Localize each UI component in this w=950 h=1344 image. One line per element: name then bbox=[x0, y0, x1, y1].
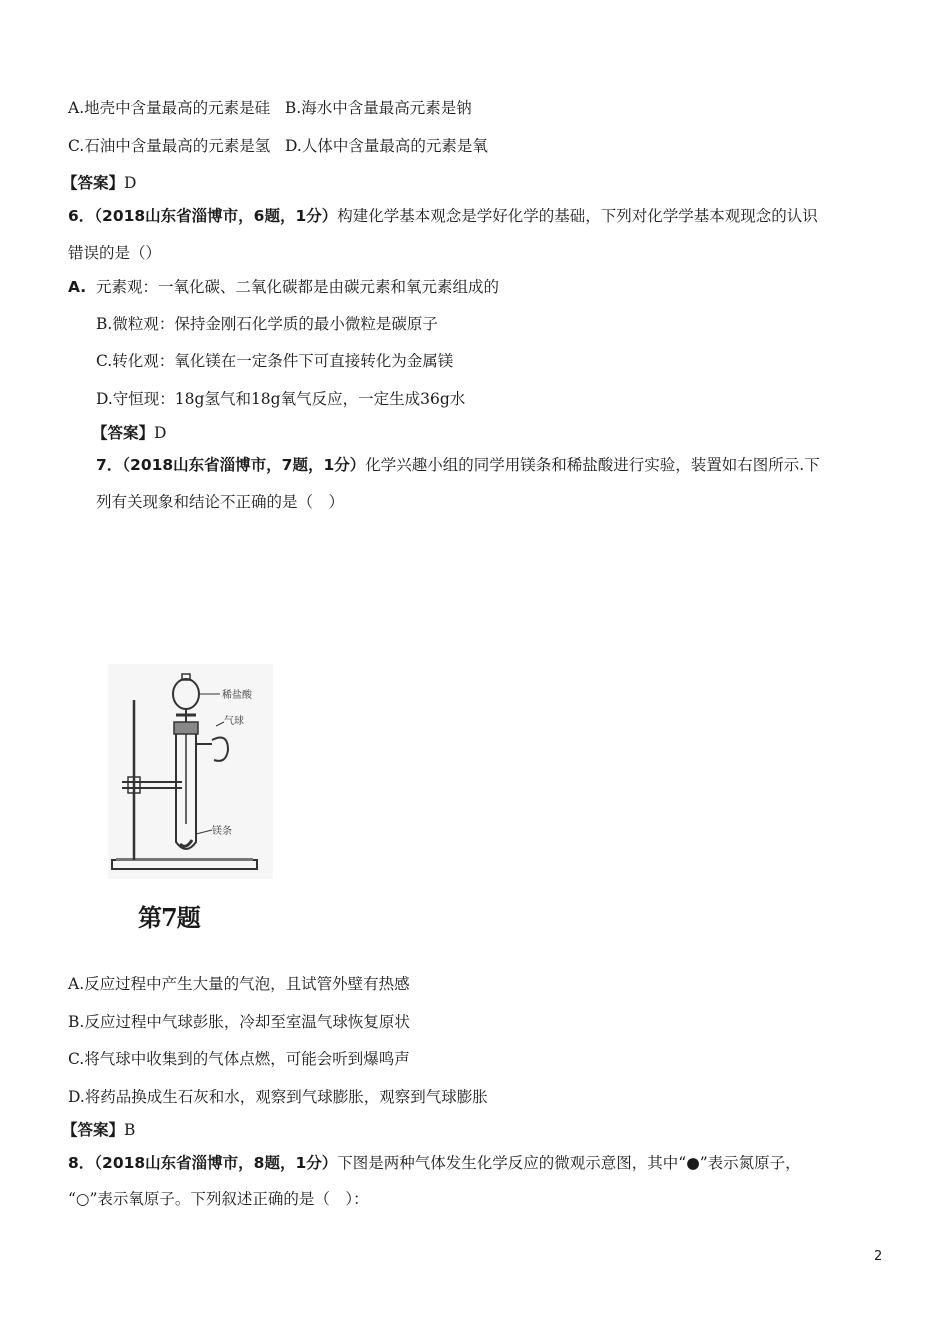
label-balloon: 气球 bbox=[224, 716, 244, 727]
q7-answer bbox=[62, 1120, 135, 1140]
label-acid: 稀盐酸 bbox=[222, 690, 252, 701]
q7-source: （2018山东省淄博市，7题，1分） bbox=[122, 456, 366, 474]
q8-stem-line1 bbox=[68, 1153, 801, 1173]
page-number: 2 bbox=[874, 1249, 883, 1264]
figure-caption: 第7题 bbox=[138, 903, 200, 932]
q7-option-a: A.反应过程中产生大量的气泡，且试管外壁有热感 bbox=[68, 975, 410, 993]
q5-option-b: B.海水中含量最高元素是钠 bbox=[284, 99, 472, 117]
q8-stem-text1: 下图是两种气体发生化学反应的微观示意图，其中“●”表示氮原子， bbox=[337, 1154, 801, 1172]
q6-option-a bbox=[68, 277, 499, 297]
answer-label: 【答案】 bbox=[62, 1121, 125, 1139]
q6-option-b: B.微粒观：保持金刚石化学质的最小微粒是碳原子 bbox=[96, 315, 438, 333]
q5-option-c: C.石油中含量最高的元素是氢 bbox=[68, 137, 271, 155]
apparatus-figure bbox=[108, 664, 273, 879]
apparatus-diagram bbox=[108, 664, 273, 879]
answer-label: 【答案】 bbox=[92, 424, 155, 442]
q7-option-c: C.将气球中收集到的气体点燃，可能会听到爆鸣声 bbox=[68, 1050, 410, 1068]
q8-source: （2018山东省淄博市，8题，1分） bbox=[94, 1154, 338, 1172]
q5-option-d: D.人体中含量最高的元素是氧 bbox=[285, 137, 488, 155]
q6-option-d: D.守恒现：18g氢气和18g氧气反应，一定生成36g水 bbox=[96, 390, 466, 408]
q5-option-a: A.地壳中含量最高的元素是硅 bbox=[68, 99, 271, 117]
q6-stem-text1: 构建化学基本观念是学好化学的基础，下列对化学学基本观现念的认识 bbox=[337, 207, 818, 225]
q6-number: 6． bbox=[68, 207, 95, 225]
label-magnesium: 镁条 bbox=[212, 826, 232, 837]
q6-option-a-label: A. bbox=[68, 278, 87, 296]
q6-answer bbox=[92, 423, 166, 443]
q7-stem-text1: 化学兴趣小组的同学用镁条和稀盐酸进行实验，装置如右图所示.下 bbox=[365, 456, 820, 474]
q8-number: 8． bbox=[68, 1154, 95, 1172]
answer-value: B bbox=[124, 1121, 136, 1139]
q7-number: 7． bbox=[96, 456, 123, 474]
q6-option-c: C.转化观：氧化镁在一定条件下可直接转化为金属镁 bbox=[96, 352, 454, 370]
q5-options-row2 bbox=[68, 136, 488, 156]
q6-stem-line1 bbox=[68, 206, 818, 226]
q6-stem-line2: 错误的是（） bbox=[68, 244, 162, 262]
answer-label: 【答案】 bbox=[62, 174, 125, 192]
q7-stem-line2: 列有关现象和结论不正确的是（ ） bbox=[96, 493, 345, 511]
answer-value: D bbox=[124, 174, 137, 192]
q7-stem-line1 bbox=[96, 455, 820, 475]
q7-option-d: D.将药品换成生石灰和水，观察到气球膨胀，观察到气球膨胀 bbox=[68, 1088, 488, 1106]
q8-stem-line2: “○”表示氧原子。下列叙述正确的是（ ）： bbox=[68, 1190, 369, 1208]
q5-options-row1 bbox=[68, 98, 472, 118]
q6-option-a-text: 元素观：一氧化碳、二氧化碳都是由碳元素和氧元素组成的 bbox=[96, 278, 500, 296]
q6-source: （2018山东省淄博市，6题，1分） bbox=[94, 207, 338, 225]
q5-answer bbox=[62, 173, 136, 193]
answer-value: D bbox=[154, 424, 167, 442]
q7-option-b: B.反应过程中气球彭胀，冷却至室温气球恢复原状 bbox=[68, 1013, 410, 1031]
